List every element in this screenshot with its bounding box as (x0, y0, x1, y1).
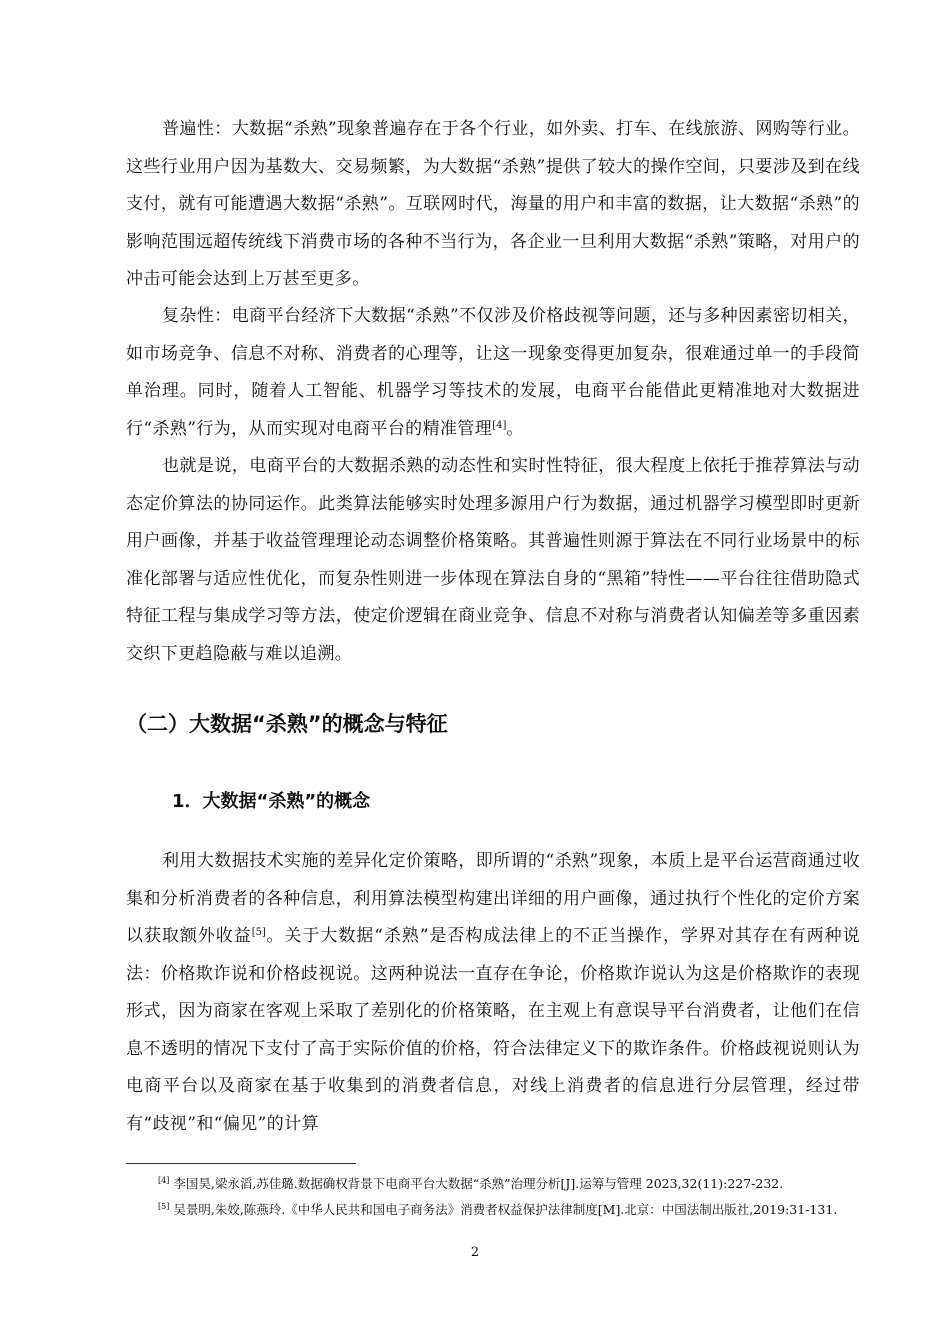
footnote-text: 吴景明,朱姣,陈燕玲.《中华人民共和国电子商务法》消费者权益保护法律制度[M].北京：中国法制出版社,2019:31-131. (173, 1202, 838, 1217)
footnote-mark: [4] (158, 1176, 170, 1185)
page-number: 2 (470, 1245, 480, 1260)
footnote-text: 李国昊,梁永滔,苏佳璐.数据确权背景下电商平台大数据“杀熟”治理分析[J].运筹与管理 2023,32(11):227-232. (173, 1176, 784, 1191)
footnote-5 (126, 1196, 860, 1223)
section-heading: （二）大数据“杀熟”的概念与特征 (126, 712, 448, 736)
paragraph-text: 普遍性：大数据“杀熟”现象普遍存在于各个行业，如外卖、打车、在线旅游、网购等行业。这些行业用户因为基数大、交易频繁，为大数据“杀熟”提供了较大的操作空间，只要涉及到在线支付，就有可能遭遇大数据“杀熟”。互联网时代，海量的用户和丰富的数据，让大数据“杀熟”的影响范围远超传统线下消费市场的各种不当行为，各企业一旦利用大数据“杀熟”策略，对用户的冲击可能会达到上万甚至更多。 (126, 119, 860, 289)
citation-ref-4[interactable]: [4] (492, 419, 507, 431)
footnote-divider (126, 1163, 356, 1164)
paragraph-summary (126, 448, 860, 673)
paragraph-complexity (126, 298, 860, 448)
footnote-4 (126, 1170, 860, 1197)
paragraph-text-end: 。 (506, 418, 524, 439)
citation-ref-5[interactable]: [5] (251, 927, 266, 938)
paragraph-text: 也就是说，电商平台的大数据杀熟的动态性和实时性特征，很大程度上依托于推荐算法与动态定价算法的协同运作。此类算法能够实时处理多源用户行为数据，通过机器学习模型即时更新用户画像，并基于收益管理理论动态调整价格策略。其普遍性则源于算法在不同行业场景中的标准化部署与适应性优化，而复杂性则进一步体现在算法自身的“黑箱”特性——平台往往借助隐式特征工程与集成学习等方法，使定价逻辑在商业竞争、信息不对称与消费者认知偏差等多重因素交织下更趋隐蔽与难以追溯。 (126, 456, 860, 664)
paragraph-text: 利用大数据技术实施的差异化定价策略，即所谓的“杀熟”现象，本质上是平台运营商通过收集和分析消费者的各种信息，利用算法模型构建出详细的用户画像，通过执行个性化的定价方案以获取额外收益 (126, 851, 860, 946)
paragraph-text: 复杂性：电商平台经济下大数据“杀熟”不仅涉及价格歧视等问题，还与多种因素密切相关，如市场竞争、信息不对称、消费者的心理等，让这一现象变得更加复杂，很难通过单一的手段简单治理。同时，随着人工智能、机器学习等技术的发展，电商平台能借此更精准地对大数据进行“杀熟”行为，从而实现对电商平台的精准管理 (126, 306, 860, 439)
subsection-heading: 1．大数据“杀熟”的概念 (172, 791, 371, 812)
footnote-mark: [5] (158, 1202, 170, 1211)
paragraph-text-continued: 。关于大数据“杀熟”是否构成法律上的不正当操作，学界对其存在有两种说法：价格欺诈说和价格歧视说。这两种说法一直存在争论，价格欺诈说认为这是价格欺诈的表现形式，因为商家在客观上采取了差别化的价格策略，在主观上有意误导平台消费者，让他们在信息不透明的情况下支付了高于实际价值的价格，符合法律定义下的欺诈条件。价格歧视说则认为电商平台以及商家在基于收集到的消费者信息，对线上消费者的信息进行分层管理，经过带有“歧视”和“偏见”的计算 (126, 926, 860, 1134)
paragraph-concept (126, 843, 860, 1143)
paragraph-universality (126, 111, 860, 299)
